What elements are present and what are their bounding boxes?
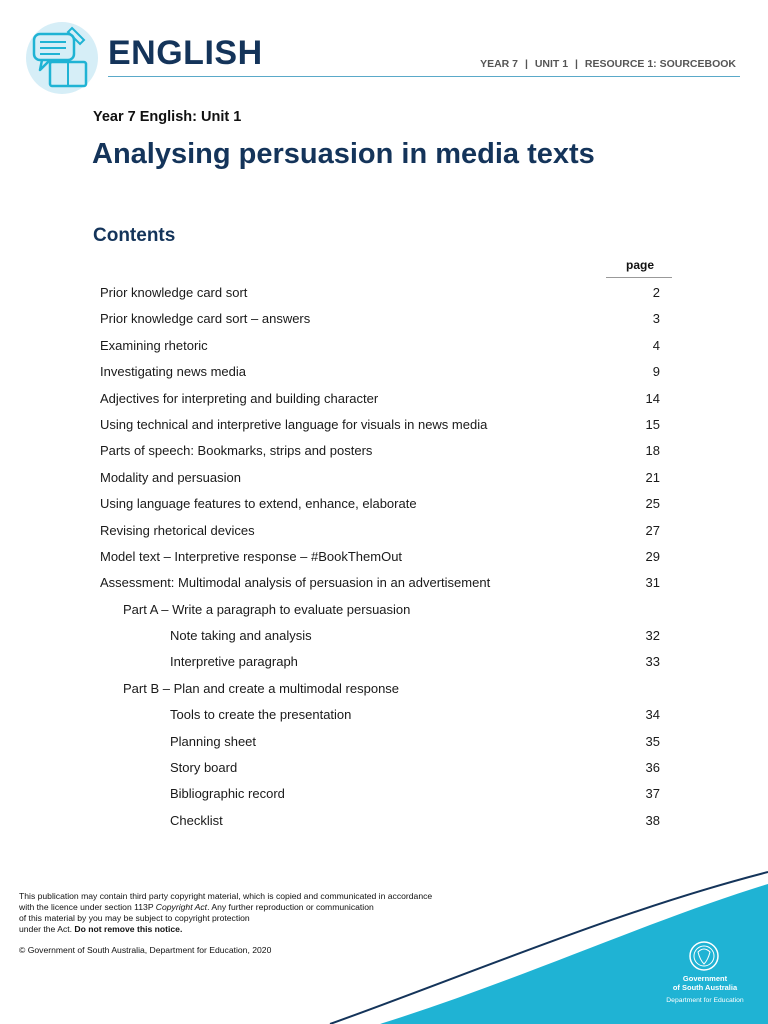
toc-entry [100, 283, 660, 309]
notice-bold: Do not remove this notice. [74, 924, 183, 934]
toc-entry-page: 33 [645, 654, 660, 670]
notice-line [19, 924, 479, 935]
toc-entry [100, 600, 660, 626]
page-column-label: page [625, 258, 654, 272]
toc-entry-title: Examining rhetoric [100, 337, 208, 353]
toc-entry-title: Parts of speech: Bookmarks, strips and posters [100, 443, 373, 459]
notice-line [19, 902, 479, 913]
toc-entry-page: 15 [645, 416, 660, 432]
contents-heading: Contents [93, 225, 176, 246]
toc-entry [100, 652, 660, 678]
toc-entry-title: Assessment: Multimodal analysis of persuasion in an advertisement [100, 575, 491, 591]
toc-entry [100, 468, 660, 494]
toc-entry-page: 34 [645, 707, 660, 723]
toc-entry-page: 35 [645, 733, 660, 749]
breadcrumb-separator: | [575, 58, 578, 70]
toc-entry-title: Note taking and analysis [170, 628, 312, 644]
toc-entry-title: Model text – Interpretive response – #BookThemOut [100, 548, 403, 564]
toc-entry [100, 679, 660, 705]
copyright-notice [19, 891, 479, 935]
toc-entry [100, 441, 660, 467]
toc-entry-page: 36 [645, 760, 660, 776]
gov-department: Department for Education [666, 997, 744, 1004]
gov-name [660, 975, 750, 992]
toc-entry-title: Part B – Plan and create a multimodal response [123, 680, 400, 696]
notice-italic: Copyright Act [155, 902, 208, 912]
toc-entry-title: Tools to create the presentation [170, 707, 352, 723]
toc-entry [100, 705, 660, 731]
toc-entry-title: Adjectives for interpreting and building character [100, 390, 379, 406]
toc-entry-page: 18 [645, 443, 660, 459]
toc-entry-title: Story board [170, 760, 238, 776]
toc-entry [100, 811, 660, 837]
notice-text: . Any further reproduction or communication [207, 902, 374, 912]
footer-wave-graphic [0, 860, 768, 1024]
toc-entry [100, 758, 660, 784]
breadcrumb-separator: | [524, 58, 528, 70]
toc-entry-page: 9 [652, 364, 660, 380]
toc-entry-title: Interpretive paragraph [170, 654, 298, 670]
page-column-divider [606, 277, 672, 278]
toc-entry [100, 494, 660, 520]
toc-entry-page: 3 [652, 311, 660, 327]
toc-entry [100, 336, 660, 362]
toc-entry [100, 732, 660, 758]
toc-entry [100, 626, 660, 652]
toc-entry [100, 309, 660, 335]
toc-entry-page: 2 [652, 285, 660, 300]
gov-name-line: of South Australia [672, 982, 738, 992]
brand-title: ENGLISH [108, 34, 263, 72]
notice-text: under the Act. [19, 924, 75, 934]
breadcrumb-resource: RESOURCE 1: SOURCEBOOK [584, 58, 736, 70]
toc-entry [100, 389, 660, 415]
gov-name-line: Government [682, 974, 728, 983]
toc-entry-page: 14 [645, 390, 660, 406]
toc-entry-title: Prior knowledge card sort – answers [100, 311, 311, 327]
toc-entry-page: 27 [645, 522, 660, 538]
copyright-line: © Government of South Australia, Department for Education, 2020 [19, 945, 272, 955]
toc-entry-title: Revising rhetorical devices [100, 522, 255, 538]
unit-label: Year 7 English: Unit 1 [93, 109, 242, 125]
toc-entry-title: Using language features to extend, enhance, elaborate [100, 496, 417, 512]
toc-entry-title: Prior knowledge card sort [100, 285, 248, 300]
toc-entry-page: 25 [645, 496, 660, 512]
toc-entry-title: Planning sheet [170, 733, 257, 749]
toc-entry-title: Using technical and interpretive language for visuals in news media [100, 416, 488, 432]
notice-text: with the licence under section 113P [19, 902, 156, 912]
header-divider [108, 76, 740, 77]
toc-entry [100, 521, 660, 547]
toc-entry-page: 32 [645, 628, 660, 644]
toc-entry [100, 362, 660, 388]
toc-entry-title: Part A – Write a paragraph to evaluate persuasion [123, 601, 411, 617]
page-title: Analysing persuasion in media texts [92, 138, 595, 170]
breadcrumb [478, 58, 738, 70]
toc-entry-page: 4 [652, 337, 660, 353]
table-of-contents [100, 283, 660, 837]
toc-entry-title: Bibliographic record [170, 786, 285, 802]
breadcrumb-year: YEAR 7 [480, 58, 519, 70]
toc-entry [100, 784, 660, 810]
toc-entry-page: 38 [645, 812, 660, 828]
toc-entry-page: 31 [645, 575, 660, 591]
toc-entry [100, 415, 660, 441]
toc-entry [100, 573, 660, 599]
toc-entry [100, 547, 660, 573]
notice-line: This publication may contain third party copyright material, which is copied and communicated in accordance [19, 891, 433, 901]
notice-line: of this material by you may be subject to copyright protection [19, 913, 250, 923]
toc-entry-title: Investigating news media [100, 364, 246, 380]
toc-entry-page: 37 [645, 786, 660, 802]
notebook-speech-icon [20, 18, 100, 98]
breadcrumb-unit: UNIT 1 [534, 58, 569, 70]
toc-entry-title: Checklist [170, 812, 223, 828]
header [0, 0, 768, 100]
toc-entry-title: Modality and persuasion [100, 469, 241, 485]
toc-entry-page: 29 [645, 548, 660, 564]
toc-entry-page: 21 [645, 469, 660, 485]
